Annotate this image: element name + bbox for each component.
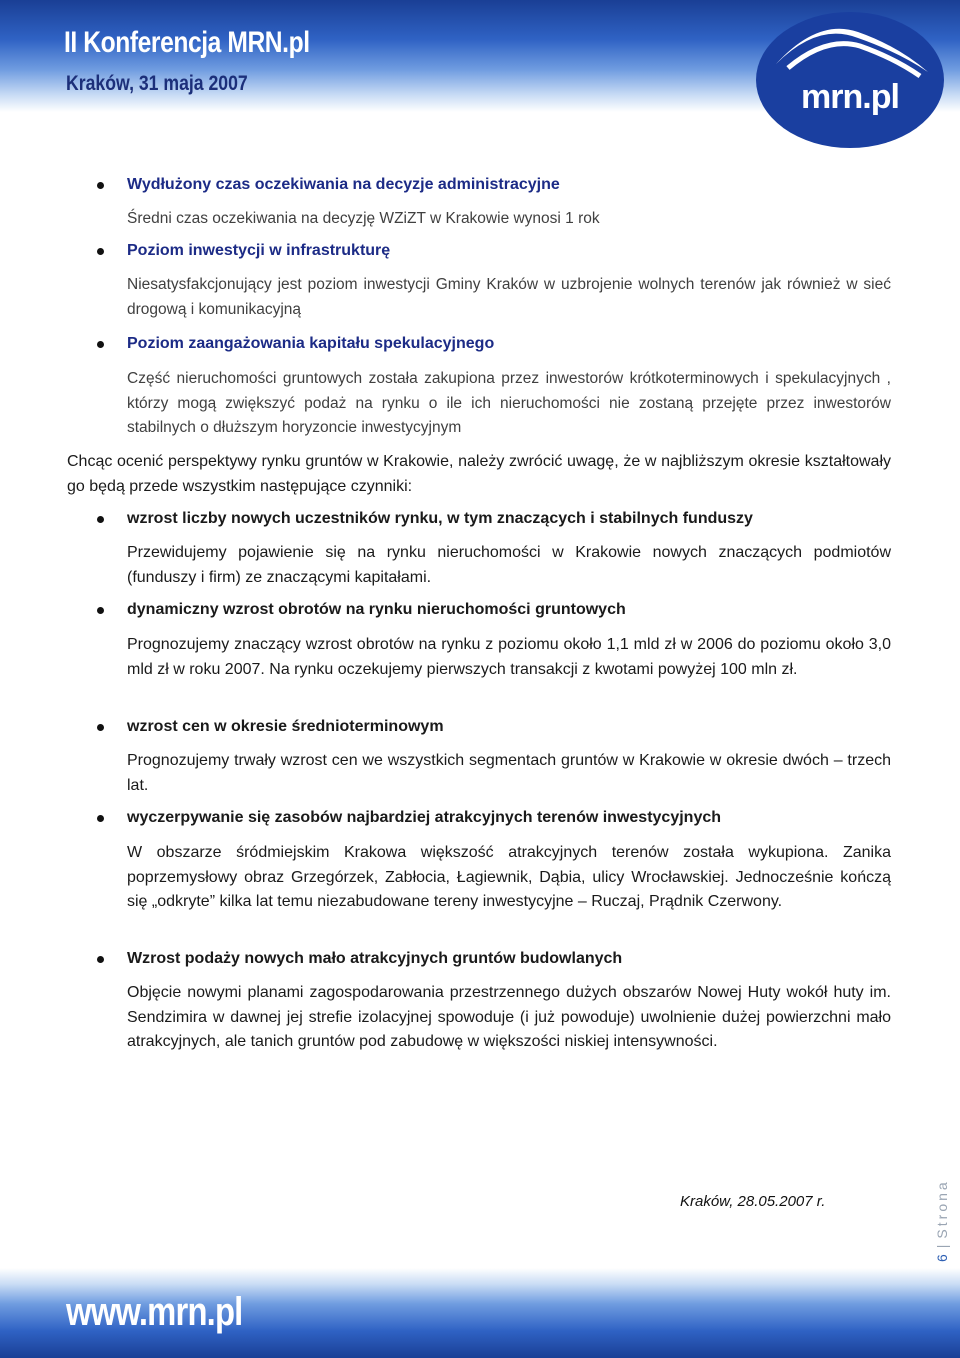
bullet-icon [97,182,104,189]
section-body: Część nieruchomości gruntowych została zakupiona przez inwestorów krótkoterminowych i spekulacyjnych , którzy mogą zwiększyć podaż na rynku o ile ich nieruchomości nie zostaną przejęte przez inwestorów stabilnych o dłuższym horyzoncie inwestycyjnym [127,370,891,436]
page-label: Strona [934,1179,950,1239]
footer-url: www.mrn.pl [66,1290,243,1334]
bullet-icon [97,815,104,822]
factor-body: Objęcie nowymi planami zagospodarowania przestrzennego dużych obszarów Nowej Huty wokół huty im. Sendzimira w dawnej jej strefie izolacyjnej spowoduje (i już powoduje) uwolnienie dużej powierzchni mało atrakcyjnych, ale tanich gruntów pod zabudowę w większości niskiej intensywności. [127,984,891,1050]
document-date: Kraków, 28.05.2007 r. [680,1193,826,1210]
logo-text: mrn.pl [801,78,899,116]
factor-body: Prognozujemy znaczący wzrost obrotów na rynku z poziomu około 1,1 mld zł w 2006 do poziomu około 3,0 mld zł w roku 2007. Na rynku oczekujemy pierwszych transakcji z kwotami powyżej 100 mln zł. [127,636,891,678]
conference-place-date: Kraków, 31 maja 2007 [66,72,248,95]
factor-heading: dynamiczny wzrost obrotów na rynku nieruchomości gruntowych [127,601,626,618]
factor-body: W obszarze śródmiejskim Krakowa większość atrakcyjnych terenów została wykupiona. Zanika poprzemysłowy obraz Grzegórzek, Zabłocia, Łagiewnik, Dąbia, ulicy Wrocławskiej. Jednocześnie kończą się „odkryte” kilka lat temu niezabudowane tereny inwestycyjne – Ruczaj, Prądnik Czerwony. [127,844,891,910]
factor-heading: wzrost cen w okresie średnioterminowym [127,718,444,735]
page-number-value: 6 [934,1254,950,1262]
section-heading: Poziom inwestycji w infrastrukturę [127,242,391,259]
intro-paragraph: Chcąc ocenić perspektywy rynku gruntów w Krakowie, należy zwrócić uwagę, że w najbliższym okresie kształtowały go będą przede wszystkim następujące czynniki: [67,453,891,495]
bullet-icon [97,607,104,614]
section-body: Niesatysfakcjonujący jest poziom inwestycji Gminy Kraków w uzbrojenie wolnych terenów jak również w sieć drogową i komunikacyjną [127,276,891,318]
page-number: 6|Strona [934,1179,950,1262]
bullet-icon [97,724,104,731]
section-heading: Poziom zaangażowania kapitału spekulacyjnego [127,335,495,352]
bullet-icon [97,956,104,963]
conference-title: II Konferencja MRN.pl [64,26,310,59]
section-heading: Wydłużony czas oczekiwania na decyzje administracyjne [127,176,560,193]
factor-body: Przewidujemy pojawienie się na rynku nieruchomości w Krakowie nowych znaczących podmiotów (funduszy i firm) ze znaczącymi kapitałami. [127,544,891,586]
factor-heading: wyczerpywanie się zasobów najbardziej atrakcyjnych terenów inwestycyjnych [127,809,722,826]
mrn-logo [748,2,948,152]
factor-body: Prognozujemy trwały wzrost cen we wszystkich segmentach gruntów w Krakowie w okresie dwóch – trzech lat. [127,752,891,794]
section-body: Średni czas oczekiwania na decyzję WZiZT w Krakowie wynosi 1 rok [127,210,600,227]
factor-heading: Wzrost podaży nowych mało atrakcyjnych gruntów budowlanych [127,950,623,967]
factor-heading: wzrost liczby nowych uczestników rynku, w tym znaczących i stabilnych funduszy [127,510,753,527]
bullet-icon [97,248,104,255]
bullet-icon [97,341,104,348]
bullet-icon [97,516,104,523]
